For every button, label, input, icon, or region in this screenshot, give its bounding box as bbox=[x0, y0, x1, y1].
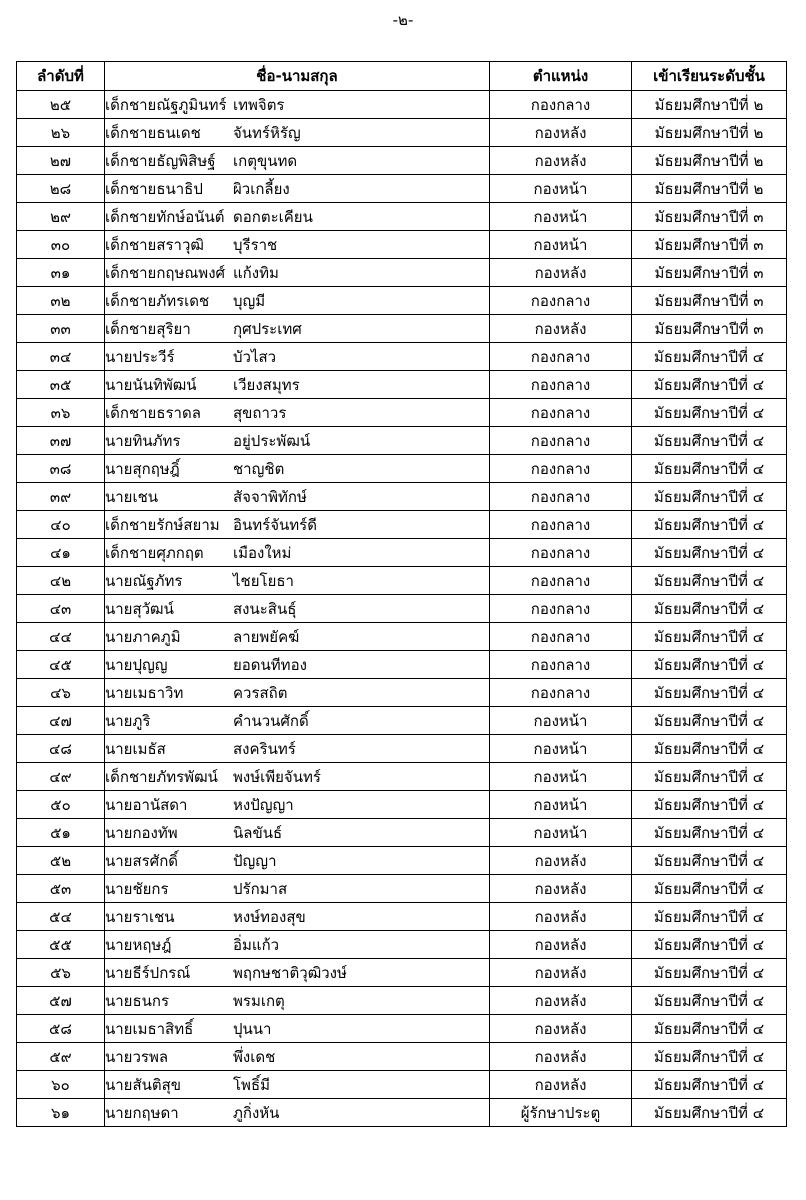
first-name: นายหฤษฎ์ bbox=[105, 935, 172, 954]
table-row bbox=[17, 455, 787, 483]
position-cell: กองกลาง bbox=[490, 427, 632, 455]
full-name-cell bbox=[105, 735, 490, 763]
last-name: หงปัญญา bbox=[233, 795, 294, 814]
table-row bbox=[17, 539, 787, 567]
table-row bbox=[17, 875, 787, 903]
position-cell: กองกลาง bbox=[490, 343, 632, 371]
position-cell: กองกลาง bbox=[490, 539, 632, 567]
row-number: ๓๙ bbox=[17, 483, 105, 511]
row-number: ๓๔ bbox=[17, 343, 105, 371]
full-name-cell bbox=[105, 371, 490, 399]
row-number: ๔๙ bbox=[17, 763, 105, 791]
last-name: ปรักมาส bbox=[233, 879, 288, 898]
last-name: หงษ์ทองสุข bbox=[233, 907, 306, 926]
full-name-cell bbox=[105, 91, 490, 119]
row-number: ๕๓ bbox=[17, 875, 105, 903]
table-row bbox=[17, 651, 787, 679]
first-name: นายสันติสุข bbox=[105, 1075, 182, 1094]
grade-cell: มัธยมศึกษาปีที่ ๔ bbox=[632, 343, 787, 371]
last-name: นิลขันธ์ bbox=[233, 823, 283, 842]
first-name: นายปุญญ bbox=[105, 655, 168, 674]
row-number: ๕๒ bbox=[17, 847, 105, 875]
table-row bbox=[17, 119, 787, 147]
first-name: เด็กชายณัฐภูมินทร์ bbox=[105, 95, 227, 114]
position-cell: กองกลาง bbox=[490, 287, 632, 315]
position-cell: กองหลัง bbox=[490, 959, 632, 987]
first-name: นายธีร์ปกรณ์ bbox=[105, 963, 191, 982]
position-cell: กองหลัง bbox=[490, 1043, 632, 1071]
grade-cell: มัธยมศึกษาปีที่ ๔ bbox=[632, 931, 787, 959]
first-name: นายณัฐภัทร bbox=[105, 571, 183, 590]
row-number: ๔๐ bbox=[17, 511, 105, 539]
table-row bbox=[17, 259, 787, 287]
full-name-cell bbox=[105, 987, 490, 1015]
last-name: จันทร์หิรัญ bbox=[233, 123, 301, 142]
full-name-cell bbox=[105, 819, 490, 847]
roster-table bbox=[16, 61, 787, 1127]
row-number: ๔๖ bbox=[17, 679, 105, 707]
position-cell: กองหน้า bbox=[490, 763, 632, 791]
last-name: ปุนนา bbox=[233, 1019, 272, 1038]
full-name-cell bbox=[105, 455, 490, 483]
grade-cell: มัธยมศึกษาปีที่ ๔ bbox=[632, 707, 787, 735]
first-name: นายกองทัพ bbox=[105, 823, 178, 842]
position-cell: กองหลัง bbox=[490, 315, 632, 343]
grade-cell: มัธยมศึกษาปีที่ ๔ bbox=[632, 595, 787, 623]
table-row bbox=[17, 987, 787, 1015]
last-name: บุญมี bbox=[233, 291, 266, 310]
last-name: อิ่มแก้ว bbox=[233, 935, 280, 954]
full-name-cell bbox=[105, 623, 490, 651]
table-row bbox=[17, 175, 787, 203]
first-name: นายนันทิพัฒน์ bbox=[105, 375, 197, 394]
row-number: ๕๘ bbox=[17, 1015, 105, 1043]
grade-cell: มัธยมศึกษาปีที่ ๔ bbox=[632, 763, 787, 791]
full-name-cell bbox=[105, 959, 490, 987]
last-name: ยอดนทีทอง bbox=[233, 655, 307, 674]
position-cell: กองหลัง bbox=[490, 1071, 632, 1099]
full-name-cell bbox=[105, 427, 490, 455]
table-row bbox=[17, 147, 787, 175]
grade-cell: มัธยมศึกษาปีที่ ๔ bbox=[632, 483, 787, 511]
grade-cell: มัธยมศึกษาปีที่ ๔ bbox=[632, 847, 787, 875]
grade-cell: มัธยมศึกษาปีที่ ๔ bbox=[632, 371, 787, 399]
position-cell: กองหลัง bbox=[490, 119, 632, 147]
grade-cell: มัธยมศึกษาปีที่ ๔ bbox=[632, 819, 787, 847]
position-cell: กองหลัง bbox=[490, 259, 632, 287]
row-number: ๖๑ bbox=[17, 1099, 105, 1127]
first-name: นายประวีร์ bbox=[105, 347, 175, 366]
first-name: เด็กชายธนาธิป bbox=[105, 179, 203, 198]
last-name: เมืองใหม่ bbox=[233, 543, 292, 562]
row-number: ๕๑ bbox=[17, 819, 105, 847]
grade-cell: มัธยมศึกษาปีที่ ๔ bbox=[632, 511, 787, 539]
first-name: นายอานัสดา bbox=[105, 795, 188, 814]
table-row bbox=[17, 343, 787, 371]
last-name: สุขถาวร bbox=[233, 403, 287, 422]
full-name-cell bbox=[105, 287, 490, 315]
position-cell: กองกลาง bbox=[490, 455, 632, 483]
table-row bbox=[17, 371, 787, 399]
first-name: เด็กชายภัทรเดช bbox=[105, 291, 210, 310]
full-name-cell bbox=[105, 539, 490, 567]
position-cell: กองหลัง bbox=[490, 903, 632, 931]
position-cell: ผู้รักษาประตู bbox=[490, 1099, 632, 1127]
table-row bbox=[17, 903, 787, 931]
row-number: ๓๗ bbox=[17, 427, 105, 455]
position-cell: กองกลาง bbox=[490, 511, 632, 539]
row-number: ๔๔ bbox=[17, 623, 105, 651]
table-row bbox=[17, 763, 787, 791]
position-cell: กองกลาง bbox=[490, 623, 632, 651]
full-name-cell bbox=[105, 707, 490, 735]
grade-cell: มัธยมศึกษาปีที่ ๔ bbox=[632, 1043, 787, 1071]
first-name: นายสุวัฒน์ bbox=[105, 599, 174, 618]
table-row bbox=[17, 847, 787, 875]
row-number: ๔๗ bbox=[17, 707, 105, 735]
full-name-cell bbox=[105, 595, 490, 623]
last-name: กุศประเทศ bbox=[233, 319, 302, 338]
grade-cell: มัธยมศึกษาปีที่ ๔ bbox=[632, 651, 787, 679]
full-name-cell bbox=[105, 315, 490, 343]
last-name: ภูกิ่งหัน bbox=[233, 1103, 280, 1122]
first-name: เด็กชายศุภกฤต bbox=[105, 543, 204, 562]
full-name-cell bbox=[105, 399, 490, 427]
position-cell: กองหลัง bbox=[490, 875, 632, 903]
row-number: ๔๒ bbox=[17, 567, 105, 595]
full-name-cell bbox=[105, 1071, 490, 1099]
first-name: นายกฤษดา bbox=[105, 1103, 179, 1122]
last-name: พรมเกตุ bbox=[233, 991, 285, 1010]
last-name: เวียงสมุทร bbox=[233, 375, 300, 394]
row-number: ๕๐ bbox=[17, 791, 105, 819]
position-cell: กองกลาง bbox=[490, 371, 632, 399]
first-name: นายสรศักดิ์ bbox=[105, 851, 179, 870]
grade-cell: มัธยมศึกษาปีที่ ๔ bbox=[632, 987, 787, 1015]
table-row bbox=[17, 623, 787, 651]
first-name: เด็กชายสุริยา bbox=[105, 319, 191, 338]
full-name-cell bbox=[105, 259, 490, 287]
last-name: พงษ์เพียจันทร์ bbox=[233, 767, 321, 786]
row-number: ๒๖ bbox=[17, 119, 105, 147]
last-name: ปัญญา bbox=[233, 851, 277, 870]
position-cell: กองกลาง bbox=[490, 399, 632, 427]
row-number: ๓๒ bbox=[17, 287, 105, 315]
first-name: นายเชน bbox=[105, 487, 159, 506]
table-row bbox=[17, 483, 787, 511]
grade-cell: มัธยมศึกษาปีที่ ๔ bbox=[632, 567, 787, 595]
position-cell: กองหลัง bbox=[490, 147, 632, 175]
last-name: พฤกษชาติวุฒิวงษ์ bbox=[233, 963, 347, 982]
first-name: นายทินภัทร bbox=[105, 431, 181, 450]
full-name-cell bbox=[105, 791, 490, 819]
full-name-cell bbox=[105, 1043, 490, 1071]
position-cell: กองหน้า bbox=[490, 707, 632, 735]
table-row bbox=[17, 399, 787, 427]
table-row bbox=[17, 595, 787, 623]
last-name: อินทร์จันทร์ดี bbox=[233, 515, 317, 534]
row-number: ๒๗ bbox=[17, 147, 105, 175]
row-number: ๕๙ bbox=[17, 1043, 105, 1071]
position-cell: กองหลัง bbox=[490, 931, 632, 959]
last-name: ลายพยัคฆ์ bbox=[233, 627, 300, 646]
grade-cell: มัธยมศึกษาปีที่ ๔ bbox=[632, 539, 787, 567]
table-row bbox=[17, 931, 787, 959]
last-name: ชาญชิต bbox=[233, 459, 285, 478]
full-name-cell bbox=[105, 231, 490, 259]
position-cell: กองหน้า bbox=[490, 203, 632, 231]
first-name: เด็กชายภัทรพัฒน์ bbox=[105, 767, 218, 786]
last-name: ดอกตะเคียน bbox=[233, 207, 313, 226]
grade-cell: มัธยมศึกษาปีที่ ๔ bbox=[632, 399, 787, 427]
grade-cell: มัธยมศึกษาปีที่ ๒ bbox=[632, 147, 787, 175]
full-name-cell bbox=[105, 483, 490, 511]
table-row bbox=[17, 1071, 787, 1099]
table-row bbox=[17, 819, 787, 847]
row-number: ๓๓ bbox=[17, 315, 105, 343]
full-name-cell bbox=[105, 175, 490, 203]
row-number: ๓๘ bbox=[17, 455, 105, 483]
grade-cell: มัธยมศึกษาปีที่ ๒ bbox=[632, 175, 787, 203]
row-number: ๖๐ bbox=[17, 1071, 105, 1099]
table-row bbox=[17, 91, 787, 119]
full-name-cell bbox=[105, 763, 490, 791]
row-number: ๔๕ bbox=[17, 651, 105, 679]
row-number: ๕๖ bbox=[17, 959, 105, 987]
row-number: ๒๙ bbox=[17, 203, 105, 231]
last-name: คำนวนศักดิ์ bbox=[233, 711, 309, 730]
grade-cell: มัธยมศึกษาปีที่ ๔ bbox=[632, 679, 787, 707]
table-row bbox=[17, 567, 787, 595]
position-cell: กองหลัง bbox=[490, 987, 632, 1015]
position-cell: กองหน้า bbox=[490, 175, 632, 203]
position-cell: กองกลาง bbox=[490, 567, 632, 595]
roster-body bbox=[17, 91, 787, 1127]
first-name: เด็กชายสราวุฒิ bbox=[105, 235, 204, 254]
full-name-cell bbox=[105, 651, 490, 679]
last-name: พึ่งเดช bbox=[233, 1047, 276, 1066]
grade-cell: มัธยมศึกษาปีที่ ๓ bbox=[632, 287, 787, 315]
header-name: ชื่อ-นามสกุล bbox=[105, 62, 490, 91]
first-name: เด็กชายธราดล bbox=[105, 403, 201, 422]
first-name: นายราเชน bbox=[105, 907, 175, 926]
page-number: -๒- bbox=[392, 11, 414, 29]
row-number: ๕๗ bbox=[17, 987, 105, 1015]
full-name-cell bbox=[105, 343, 490, 371]
table-row bbox=[17, 511, 787, 539]
position-cell: กองกลาง bbox=[490, 679, 632, 707]
first-name: เด็กชายธัญพิสิษฐ์ bbox=[105, 151, 216, 170]
full-name-cell bbox=[105, 511, 490, 539]
grade-cell: มัธยมศึกษาปีที่ ๔ bbox=[632, 1015, 787, 1043]
full-name-cell bbox=[105, 1099, 490, 1127]
first-name: เด็กชายรักษ์สยาม bbox=[105, 515, 220, 534]
grade-cell: มัธยมศึกษาปีที่ ๔ bbox=[632, 1071, 787, 1099]
grade-cell: มัธยมศึกษาปีที่ ๔ bbox=[632, 735, 787, 763]
grade-cell: มัธยมศึกษาปีที่ ๓ bbox=[632, 231, 787, 259]
full-name-cell bbox=[105, 847, 490, 875]
position-cell: กองกลาง bbox=[490, 91, 632, 119]
last-name: อยู่ประพัฒน์ bbox=[233, 431, 311, 450]
last-name: สงนะสินธุ์ bbox=[233, 599, 297, 618]
full-name-cell bbox=[105, 679, 490, 707]
table-row bbox=[17, 1015, 787, 1043]
row-number: ๓๕ bbox=[17, 371, 105, 399]
row-number: ๔๑ bbox=[17, 539, 105, 567]
position-cell: กองหน้า bbox=[490, 819, 632, 847]
table-header-row bbox=[17, 62, 787, 91]
last-name: สัจจาพิทักษ์ bbox=[233, 487, 307, 506]
full-name-cell bbox=[105, 203, 490, 231]
first-name: นายธนกร bbox=[105, 991, 170, 1010]
position-cell: กองกลาง bbox=[490, 651, 632, 679]
row-number: ๔๓ bbox=[17, 595, 105, 623]
grade-cell: มัธยมศึกษาปีที่ ๒ bbox=[632, 91, 787, 119]
grade-cell: มัธยมศึกษาปีที่ ๔ bbox=[632, 903, 787, 931]
position-cell: กองกลาง bbox=[490, 483, 632, 511]
table-row bbox=[17, 287, 787, 315]
grade-cell: มัธยมศึกษาปีที่ ๓ bbox=[632, 315, 787, 343]
first-name: นายภาคภูมิ bbox=[105, 627, 181, 646]
grade-cell: มัธยมศึกษาปีที่ ๔ bbox=[632, 791, 787, 819]
last-name: บัวไสว bbox=[233, 347, 277, 366]
table-row bbox=[17, 679, 787, 707]
full-name-cell bbox=[105, 147, 490, 175]
last-name: ควรสถิต bbox=[233, 683, 288, 702]
table-row bbox=[17, 791, 787, 819]
table-row bbox=[17, 427, 787, 455]
row-number: ๕๔ bbox=[17, 903, 105, 931]
last-name: ไชยโยธา bbox=[233, 571, 294, 590]
row-number: ๒๕ bbox=[17, 91, 105, 119]
full-name-cell bbox=[105, 119, 490, 147]
grade-cell: มัธยมศึกษาปีที่ ๔ bbox=[632, 875, 787, 903]
first-name: นายภูริ bbox=[105, 711, 151, 730]
header-no: ลำดับที่ bbox=[17, 62, 105, 91]
table-row bbox=[17, 315, 787, 343]
row-number: ๕๕ bbox=[17, 931, 105, 959]
grade-cell: มัธยมศึกษาปีที่ ๒ bbox=[632, 119, 787, 147]
first-name: นายเมธาสิทธิ์ bbox=[105, 1019, 194, 1038]
last-name: เทพจิตร bbox=[233, 95, 285, 114]
position-cell: กองหน้า bbox=[490, 231, 632, 259]
table-row bbox=[17, 1099, 787, 1127]
table-row bbox=[17, 959, 787, 987]
full-name-cell bbox=[105, 875, 490, 903]
full-name-cell bbox=[105, 931, 490, 959]
position-cell: กองหน้า bbox=[490, 735, 632, 763]
header-position: ตำแหน่ง bbox=[490, 62, 632, 91]
first-name: นายเมธัส bbox=[105, 739, 166, 758]
first-name: นายสุกฤษฎิ์ bbox=[105, 459, 180, 478]
row-number: ๒๘ bbox=[17, 175, 105, 203]
full-name-cell bbox=[105, 903, 490, 931]
first-name: เด็กชายทักษ์อนันต์ bbox=[105, 207, 225, 226]
grade-cell: มัธยมศึกษาปีที่ ๔ bbox=[632, 455, 787, 483]
full-name-cell bbox=[105, 567, 490, 595]
last-name: แก้งทิม bbox=[233, 263, 279, 282]
last-name: เกตุขุนทด bbox=[233, 151, 298, 170]
grade-cell: มัธยมศึกษาปีที่ ๔ bbox=[632, 959, 787, 987]
table-row bbox=[17, 203, 787, 231]
grade-cell: มัธยมศึกษาปีที่ ๔ bbox=[632, 1099, 787, 1127]
first-name: นายเมธาวิท bbox=[105, 683, 184, 702]
table-row bbox=[17, 231, 787, 259]
position-cell: กองหลัง bbox=[490, 847, 632, 875]
grade-cell: มัธยมศึกษาปีที่ ๔ bbox=[632, 623, 787, 651]
full-name-cell bbox=[105, 1015, 490, 1043]
header-grade: เข้าเรียนระดับชั้น bbox=[632, 62, 787, 91]
first-name: นายชัยกร bbox=[105, 879, 169, 898]
grade-cell: มัธยมศึกษาปีที่ ๓ bbox=[632, 259, 787, 287]
position-cell: กองหน้า bbox=[490, 791, 632, 819]
row-number: ๓๑ bbox=[17, 259, 105, 287]
position-cell: กองหลัง bbox=[490, 1015, 632, 1043]
first-name: นายวรพล bbox=[105, 1047, 169, 1066]
last-name: ผิวเกลี้ยง bbox=[233, 179, 290, 198]
grade-cell: มัธยมศึกษาปีที่ ๓ bbox=[632, 203, 787, 231]
table-row bbox=[17, 707, 787, 735]
grade-cell: มัธยมศึกษาปีที่ ๔ bbox=[632, 427, 787, 455]
table-row bbox=[17, 1043, 787, 1071]
row-number: ๓๖ bbox=[17, 399, 105, 427]
first-name: เด็กชายกฤษณพงศ์ bbox=[105, 263, 226, 282]
row-number: ๓๐ bbox=[17, 231, 105, 259]
last-name: สงครินทร์ bbox=[233, 739, 296, 758]
first-name: เด็กชายธนเดช bbox=[105, 123, 201, 142]
row-number: ๔๘ bbox=[17, 735, 105, 763]
last-name: โพธิ์มี bbox=[233, 1075, 270, 1094]
table-row bbox=[17, 735, 787, 763]
last-name: บุรีราช bbox=[233, 235, 278, 254]
position-cell: กองกลาง bbox=[490, 595, 632, 623]
